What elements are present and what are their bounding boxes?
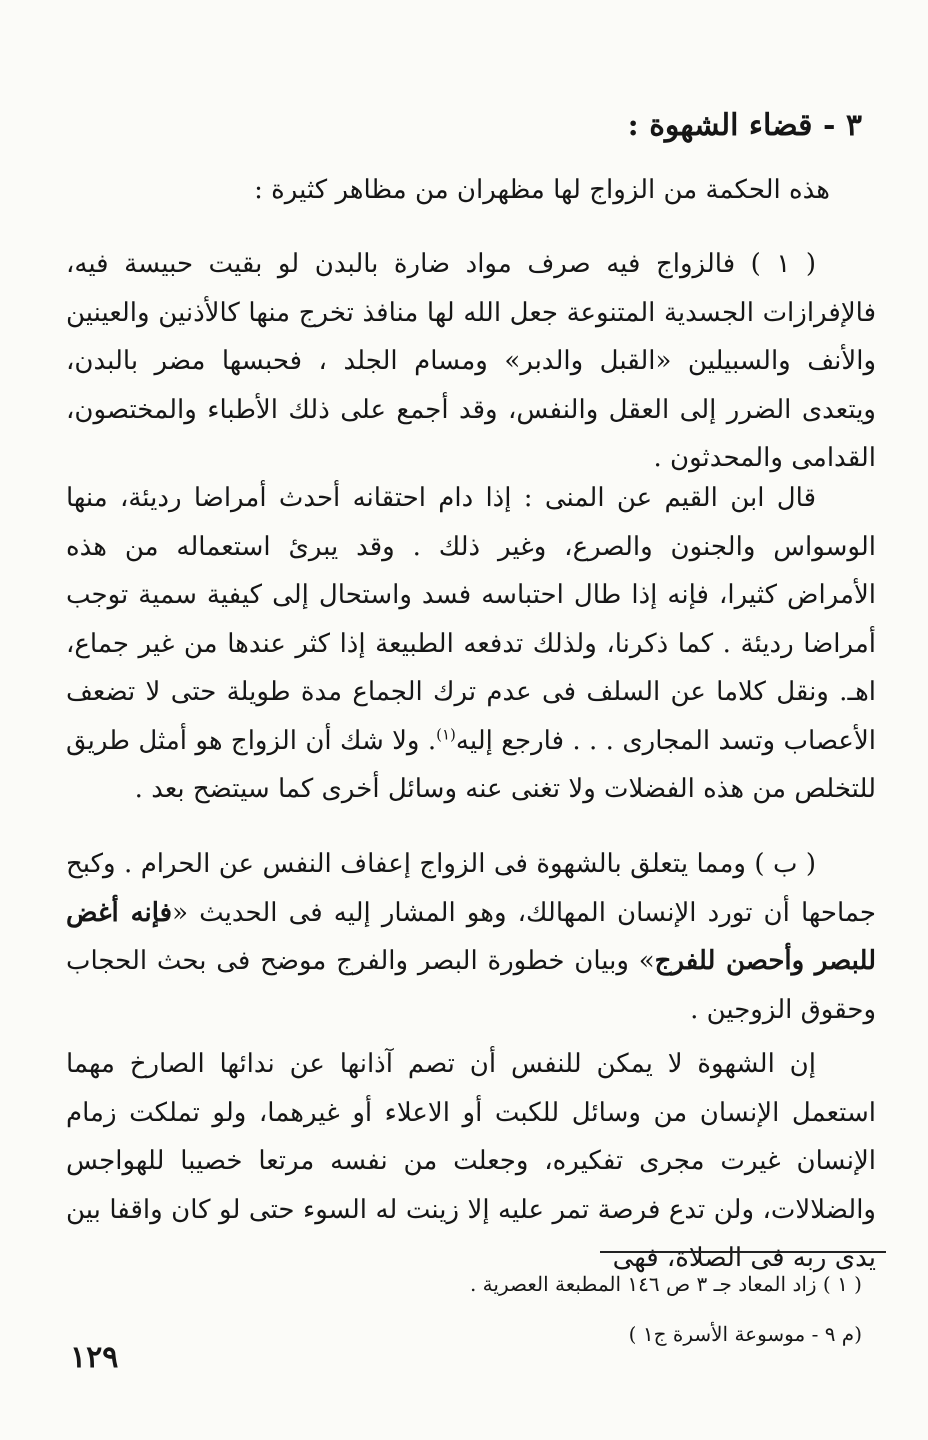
footnote: ( ١ ) زاد المعاد جـ ٣ ص ١٤٦ المطبعة العصرية . [469,1272,862,1296]
section-heading: ٣ - قضاء الشهوة : [627,108,862,143]
paragraph-2-text [66,474,876,814]
paragraph-2-part-b: . ولا شك أن الزواج هو أمثل طريق للتخلص من هذه الفضلات ولا تغنى عنه وسائل أخرى كما سيتضح بعد . [66,725,876,804]
footnote-divider [600,1251,886,1253]
page-number: ١٢٩ [70,1340,119,1375]
paragraph-3-text [66,840,876,1034]
paragraph-4 [66,1040,876,1283]
paragraph-4-text: إن الشهوة لا يمكن للنفس أن تصم آذانها عن ندائها الصارخ مهما استعمل الإنسان من وسائل للكبت أو الاعلاء أو غيرهما، ولو تملكت زمام الإنسان غيرت مجرى تفكيره، وجعلت من نفسه مرتعا خصيبا للهواجس والضلالات، ولن تدع فرصة تمر عليه إلا زينت له السوء حتى لو كان واقفا بين يدى ربه فى الصلاة، فهى [66,1049,876,1273]
paragraph-1-text: ( ١ ) فالزواج فيه صرف مواد ضارة بالبدن لو بقيت حبيسة فيه، فالإفرازات الجسدية المتنوعة جعل الله لها منافذ تخرج منها كالأذنين والعينين والأنف والسبيلين «القبل والدبر» ومسام الجلد ، فحبسها مضر بالبدن، ويتعدى الضرر إلى العقل والنفس، وقد أجمع على ذلك الأطباء والمختصون، القدامى والمحدثون . [66,249,876,473]
paragraph-3-part-b: » وبيان خطورة البصر والفرج موضح فى بحث الحجاب وحقوق الزوجين . [66,946,876,1025]
series-label: (م ٩ - موسوعة الأسرة ج١ ) [628,1322,862,1346]
paragraph-2-part-a: قال ابن القيم عن المنى : إذا دام احتقانه أحدث أمراضا رديئة، منها الوسواس والجنون والصرع، وغير ذلك . وقد يبرئ استعماله من هذه الأمراض كثيرا، فإنه إذا طال احتباسه فسد واستحال إلى كيفية سمية توجب أمراضا رديئة . كما ذكرنا، ولذلك تدفعه الطبيعة إذا كثر عندها من غير جماع، اهـ. ونقل كلاما عن السلف فى عدم ترك الجماع مدة طويلة حتى لا تضعف الأعصاب وتسد المجارى . . . فارجع إليه [66,483,876,756]
hadith-quote: فإنه أغض للبصر وأحصن للفرج [66,897,876,976]
footnote-marker: (١) [436,724,456,743]
paragraph-1 [66,240,876,483]
paragraph-2 [66,474,876,814]
intro-line: هذه الحكمة من الزواج لها مظهران من مظاهر كثيرة : [254,175,830,205]
paragraph-3 [66,840,876,1034]
paragraph-3-part-a: ( ب ) ومما يتعلق بالشهوة فى الزواج إعفاف النفس عن الحرام . وكبح جماحها أن تورد الإنسان المهالك، وهو المشار إليه فى الحديث « [66,849,876,928]
